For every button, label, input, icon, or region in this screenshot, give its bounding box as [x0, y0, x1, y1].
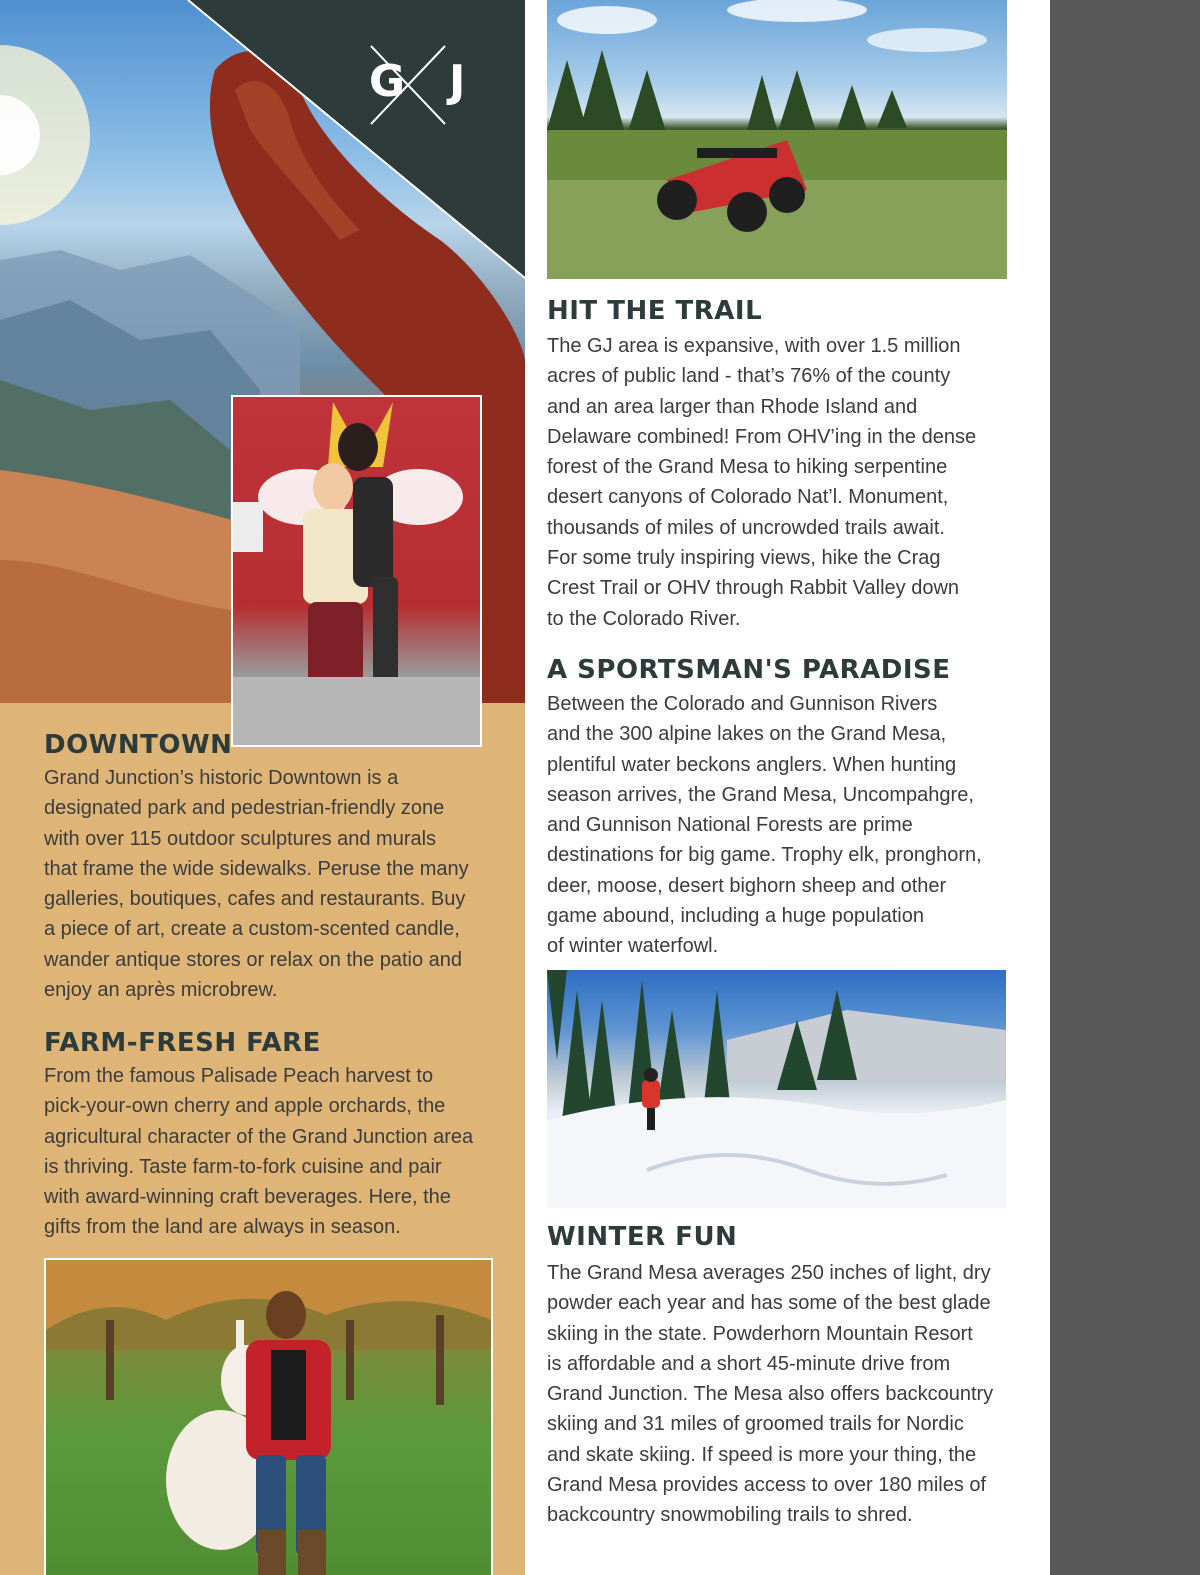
text-line: designated park and pedestrian-friendly zone [44, 797, 445, 820]
mural-illustration [233, 397, 480, 745]
text-line: backcountry snowmobiling trails to shred. [547, 1504, 913, 1527]
paragraph-hit-the-trail [547, 331, 1017, 634]
heading-winter-fun: WINTER FUN [547, 1222, 738, 1252]
text-line: Crest Trail or OHV through Rabbit Valley down [547, 577, 960, 600]
text-line: The Grand Mesa averages 250 inches of light, dry [547, 1262, 991, 1284]
skier-photo [547, 970, 1006, 1208]
heading-hit-the-trail: HIT THE TRAIL [547, 296, 763, 326]
text-line: For some truly inspiring views, hike the Crag [547, 547, 941, 570]
paragraph-sportsmans-paradise [547, 689, 1017, 962]
text-line: is thriving. Taste farm-to-fork cuisine and pair [44, 1155, 442, 1178]
text-line: destinations for big game. Trophy elk, pronghorn, [547, 844, 982, 867]
left-column [0, 0, 525, 1575]
forest-ohv-illustration [547, 0, 1007, 279]
text-line: enjoy an après microbrew. [44, 979, 278, 1002]
text-line: and skate skiing. If speed is more your thing, the [547, 1443, 977, 1466]
heading-farm-fresh-fare: FARM-FRESH FARE [44, 1028, 321, 1058]
text-line: with award-winning craft beverages. Here, the [44, 1186, 451, 1209]
text-line: wander antique stores or relax on the patio and [44, 948, 463, 971]
text-line: of winter waterfowl. [547, 935, 719, 958]
text-line: Grand Junction. The Mesa also offers backcountry [547, 1383, 994, 1406]
text-line: From the famous Palisade Peach harvest to [44, 1065, 434, 1087]
heading-sportsmans-paradise: A SPORTSMAN'S PARADISE [547, 655, 951, 685]
text-line: with over 115 outdoor sculptures and murals [44, 827, 437, 850]
ski-slope-illustration [547, 970, 1006, 1208]
text-line: desert canyons of Colorado Nat’l. Monument, [547, 486, 949, 509]
text-line: game abound, including a huge population [547, 905, 924, 928]
text-line: Between the Colorado and Gunnison Rivers [547, 693, 938, 715]
text-line: forest of the Grand Mesa to hiking serpentine [547, 456, 948, 479]
text-line: pick-your-own cherry and apple orchards, the [44, 1095, 446, 1118]
text-line: plentiful water beckons anglers. When hunting [547, 753, 957, 776]
text-line: season arrives, the Grand Mesa, Uncompahgre, [547, 783, 974, 806]
text-line: that frame the wide sidewalks. Peruse the many [44, 857, 469, 880]
text-line: to the Colorado River. [547, 607, 741, 630]
text-line: Delaware combined! From OHV’ing in the dense [547, 425, 977, 448]
text-line: skiing and 31 miles of groomed trails for Nordic [547, 1413, 964, 1436]
paragraph-downtown [44, 763, 504, 1005]
text-line: powder each year and has some of the best glade [547, 1292, 991, 1315]
text-line: and an area larger than Rhode Island and [547, 395, 918, 418]
text-line: a piece of art, create a custom-scented candle, [44, 918, 460, 941]
text-line: is affordable and a short 45-minute drive from [547, 1352, 951, 1375]
right-gutter [1050, 0, 1200, 1575]
paragraph-farm-fresh-fare [44, 1061, 514, 1243]
text-line: The GJ area is expansive, with over 1.5 million [547, 335, 961, 357]
paragraph-winter-fun [547, 1258, 1017, 1531]
orchard-illustration [46, 1260, 491, 1575]
alpaca-orchard-photo [44, 1258, 493, 1575]
ohv-trail-photo [547, 0, 1007, 279]
logo-letter-g: G [369, 56, 406, 107]
text-line: agricultural character of the Grand Junction area [44, 1125, 474, 1148]
mural-friends-photo [231, 395, 482, 747]
text-line: skiing in the state. Powderhorn Mountain Resort [547, 1322, 973, 1345]
text-line: acres of public land - that’s 76% of the county [547, 365, 951, 388]
text-line: gifts from the land are always in season. [44, 1216, 401, 1239]
text-line: and Gunnison National Forests are prime [547, 814, 913, 837]
heading-downtown: DOWNTOWN [44, 730, 233, 760]
gj-logo [365, 42, 485, 132]
text-line: Grand Mesa provides access to over 180 miles of [547, 1474, 987, 1497]
logo-letter-j: J [449, 56, 466, 107]
text-line: and the 300 alpine lakes on the Grand Mesa, [547, 723, 947, 746]
text-line: Grand Junction’s historic Downtown is a [44, 767, 399, 789]
text-line: galleries, boutiques, cafes and restaurants. Buy [44, 888, 466, 911]
text-line: thousands of miles of uncrowded trails await. [547, 516, 945, 539]
text-line: deer, moose, desert bighorn sheep and other [547, 874, 947, 897]
